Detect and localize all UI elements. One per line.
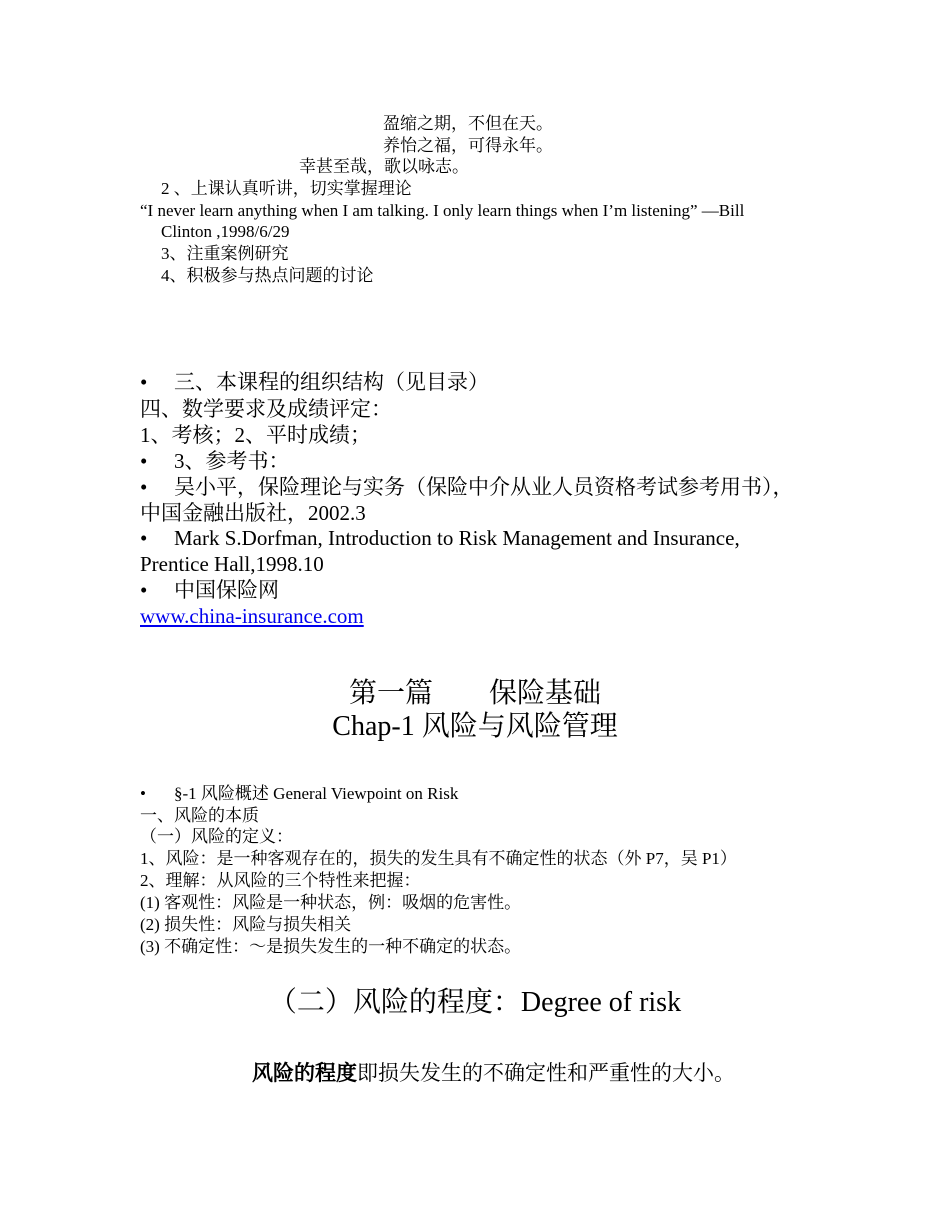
study-item-3: 3、注重案例研究 <box>161 244 289 263</box>
china-insurance-link-row <box>140 604 364 629</box>
references-title <box>140 449 290 474</box>
bullet: • <box>140 784 146 803</box>
reference-3-text: 中国保险网 <box>174 578 279 602</box>
math-requirement-title: 四、数学要求及成绩评定： <box>140 397 392 421</box>
poem-line-2: 养怡之福，可得永年。 <box>383 136 553 155</box>
bullet: • <box>140 370 148 394</box>
quote-line-1: “I never learn anything when I am talking. I only learn things when I’m listening” —Bill <box>140 201 745 220</box>
poem-line-1: 盈缩之期，不但在天。 <box>383 114 553 133</box>
reference-1-line-1 <box>140 475 794 500</box>
poem-line-3: 幸甚至哉，歌以咏志。 <box>299 157 469 176</box>
reference-2-text: Mark S.Dorfman, Introduction to Risk Management and Insurance, <box>174 526 740 550</box>
course-structure <box>140 370 489 395</box>
china-insurance-link[interactable]: www.china-insurance.com <box>140 604 364 628</box>
reference-2-line-2: Prentice Hall,1998.10 <box>140 552 324 576</box>
part-title: 第一篇 保险基础 <box>348 678 601 709</box>
references-title-text: 3、参考书： <box>174 449 290 473</box>
reference-3 <box>140 578 279 603</box>
study-item-4: 4、积极参与热点问题的讨论 <box>161 266 374 285</box>
bullet: • <box>140 475 148 499</box>
risk-nature: 一、风险的本质 <box>140 806 259 825</box>
risk-definition-title: （一）风险的定义： <box>140 827 293 846</box>
degree-term: 风险的程度 <box>252 1061 357 1085</box>
course-structure-text: 三、本课程的组织结构（见目录） <box>174 370 489 394</box>
reference-1-line-2: 中国金融出版社，2002.3 <box>140 501 366 525</box>
degree-heading: （二）风险的程度：Degree of risk <box>268 987 682 1018</box>
bullet: • <box>140 578 148 602</box>
bullet: • <box>140 449 148 473</box>
grading: 1、考核；2、平时成绩； <box>140 423 371 447</box>
degree-definition <box>252 1061 735 1086</box>
reference-2-line-1 <box>140 526 740 551</box>
quote-line-2: Clinton ,1998/6/29 <box>161 222 290 241</box>
property-uncertainty: (3) 不确定性：～是损失发生的一种不确定的状态。 <box>140 937 522 956</box>
section-heading <box>140 784 458 804</box>
section-heading-text: §-1 风险概述 General Viewpoint on Risk <box>174 784 459 803</box>
property-loss: (2) 损失性：风险与损失相关 <box>140 915 352 934</box>
chapter-title: Chap-1 风险与风险管理 <box>332 711 618 742</box>
risk-definition-2: 2、理解：从风险的三个特性来把握： <box>140 871 421 890</box>
risk-definition-1: 1、风险：是一种客观存在的，损失的发生具有不确定性的状态（外 P7，吴 P1） <box>140 849 737 868</box>
property-objectivity: (1) 客观性：风险是一种状态，例：吸烟的危害性。 <box>140 893 522 912</box>
reference-1-text: 吴小平，保险理论与实务（保险中介从业人员资格考试参考用书）， <box>174 475 794 499</box>
degree-definition-text: 即损失发生的不确定性和严重性的大小。 <box>357 1061 735 1085</box>
study-item-2: 2 、上课认真听讲，切实掌握理论 <box>161 179 412 198</box>
bullet: • <box>140 526 148 550</box>
